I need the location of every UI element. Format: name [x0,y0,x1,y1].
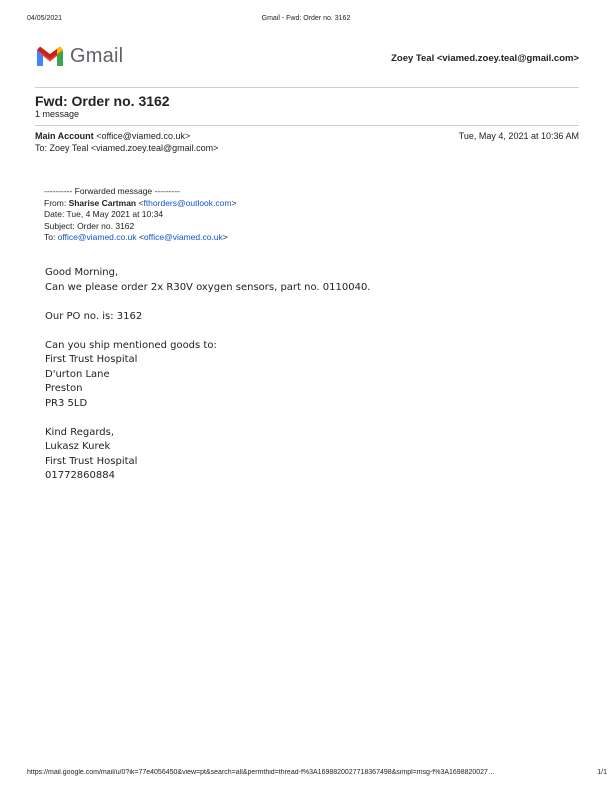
forwarded-header [44,186,236,244]
forwarded-subject: Subject: Order no. 3162 [44,220,135,231]
body-line [45,411,371,426]
body-line: Lukasz Kurek [45,441,111,452]
forwarded-from: From: Sharise Cartman <fthorders@outlook.com> [44,197,237,208]
body-line: Our PO no. is: 3162 [45,310,143,322]
message-date: Tue, May 4, 2021 at 10:36 AM [458,131,579,141]
message-body [45,266,371,484]
body-line [45,324,371,339]
body-line: Preston [45,383,83,394]
body-line [45,295,371,310]
gmail-logo [35,44,127,70]
account-label: Zoey Teal <viamed.zoey.teal@gmail.com> [391,53,579,64]
print-page-number: 1/1 [597,769,607,776]
print-date: 04/05/2021 [27,15,63,22]
forwarded-separator: ---------- Forwarded message --------- [44,186,180,196]
forwarded-recipient-link-2[interactable]: office@viamed.co.uk [143,232,223,242]
body-line: PR3 5LD [45,397,88,409]
body-line: 01772860884 [45,470,115,481]
sender-email: <office@viamed.co.uk> [96,131,191,141]
sender-name: Main Account [35,131,94,141]
message-to: To: Zoey Teal <viamed.zoey.teal@gmail.com> [35,143,219,153]
message-count: 1 message [35,109,80,119]
body-line: Kind Regards, [45,426,114,438]
gmail-wordmark: Gmail [70,45,124,67]
header-divider [35,87,579,88]
body-line: First Trust Hospital [45,455,138,467]
body-line: D'urton Lane [45,368,110,380]
message-divider [35,125,579,126]
gmail-m-icon [35,44,65,68]
message-from [35,131,190,141]
forwarded-to: To: office@viamed.co.uk <office@viamed.co.uk> [44,232,228,242]
body-line: First Trust Hospital [45,354,138,365]
body-line: Good Morning, [45,267,119,278]
body-line: Can you ship mentioned goods to: [45,339,217,351]
body-line: Can we please order 2x R30V oxygen sensors, part no. 0110040. [45,281,371,293]
print-url: https://mail.google.com/mail/u/0?ik=77e4056450&view=pt&search=all&permthid=thread-f%3A1698820027718367498&simpl=msg-f%3A1698820027… [27,769,495,776]
forwarded-date: Date: Tue, 4 May 2021 at 10:34 [44,209,164,219]
print-title: Gmail - Fwd: Order no. 3162 [261,15,351,22]
forwarded-sender-email-link[interactable]: fthorders@outlook.com [143,197,232,208]
thread-subject: Fwd: Order no. 3162 [35,93,170,109]
forwarded-recipient-link[interactable]: office@viamed.co.uk [57,232,137,242]
forwarded-sender-name: Sharise Cartman [68,197,137,208]
